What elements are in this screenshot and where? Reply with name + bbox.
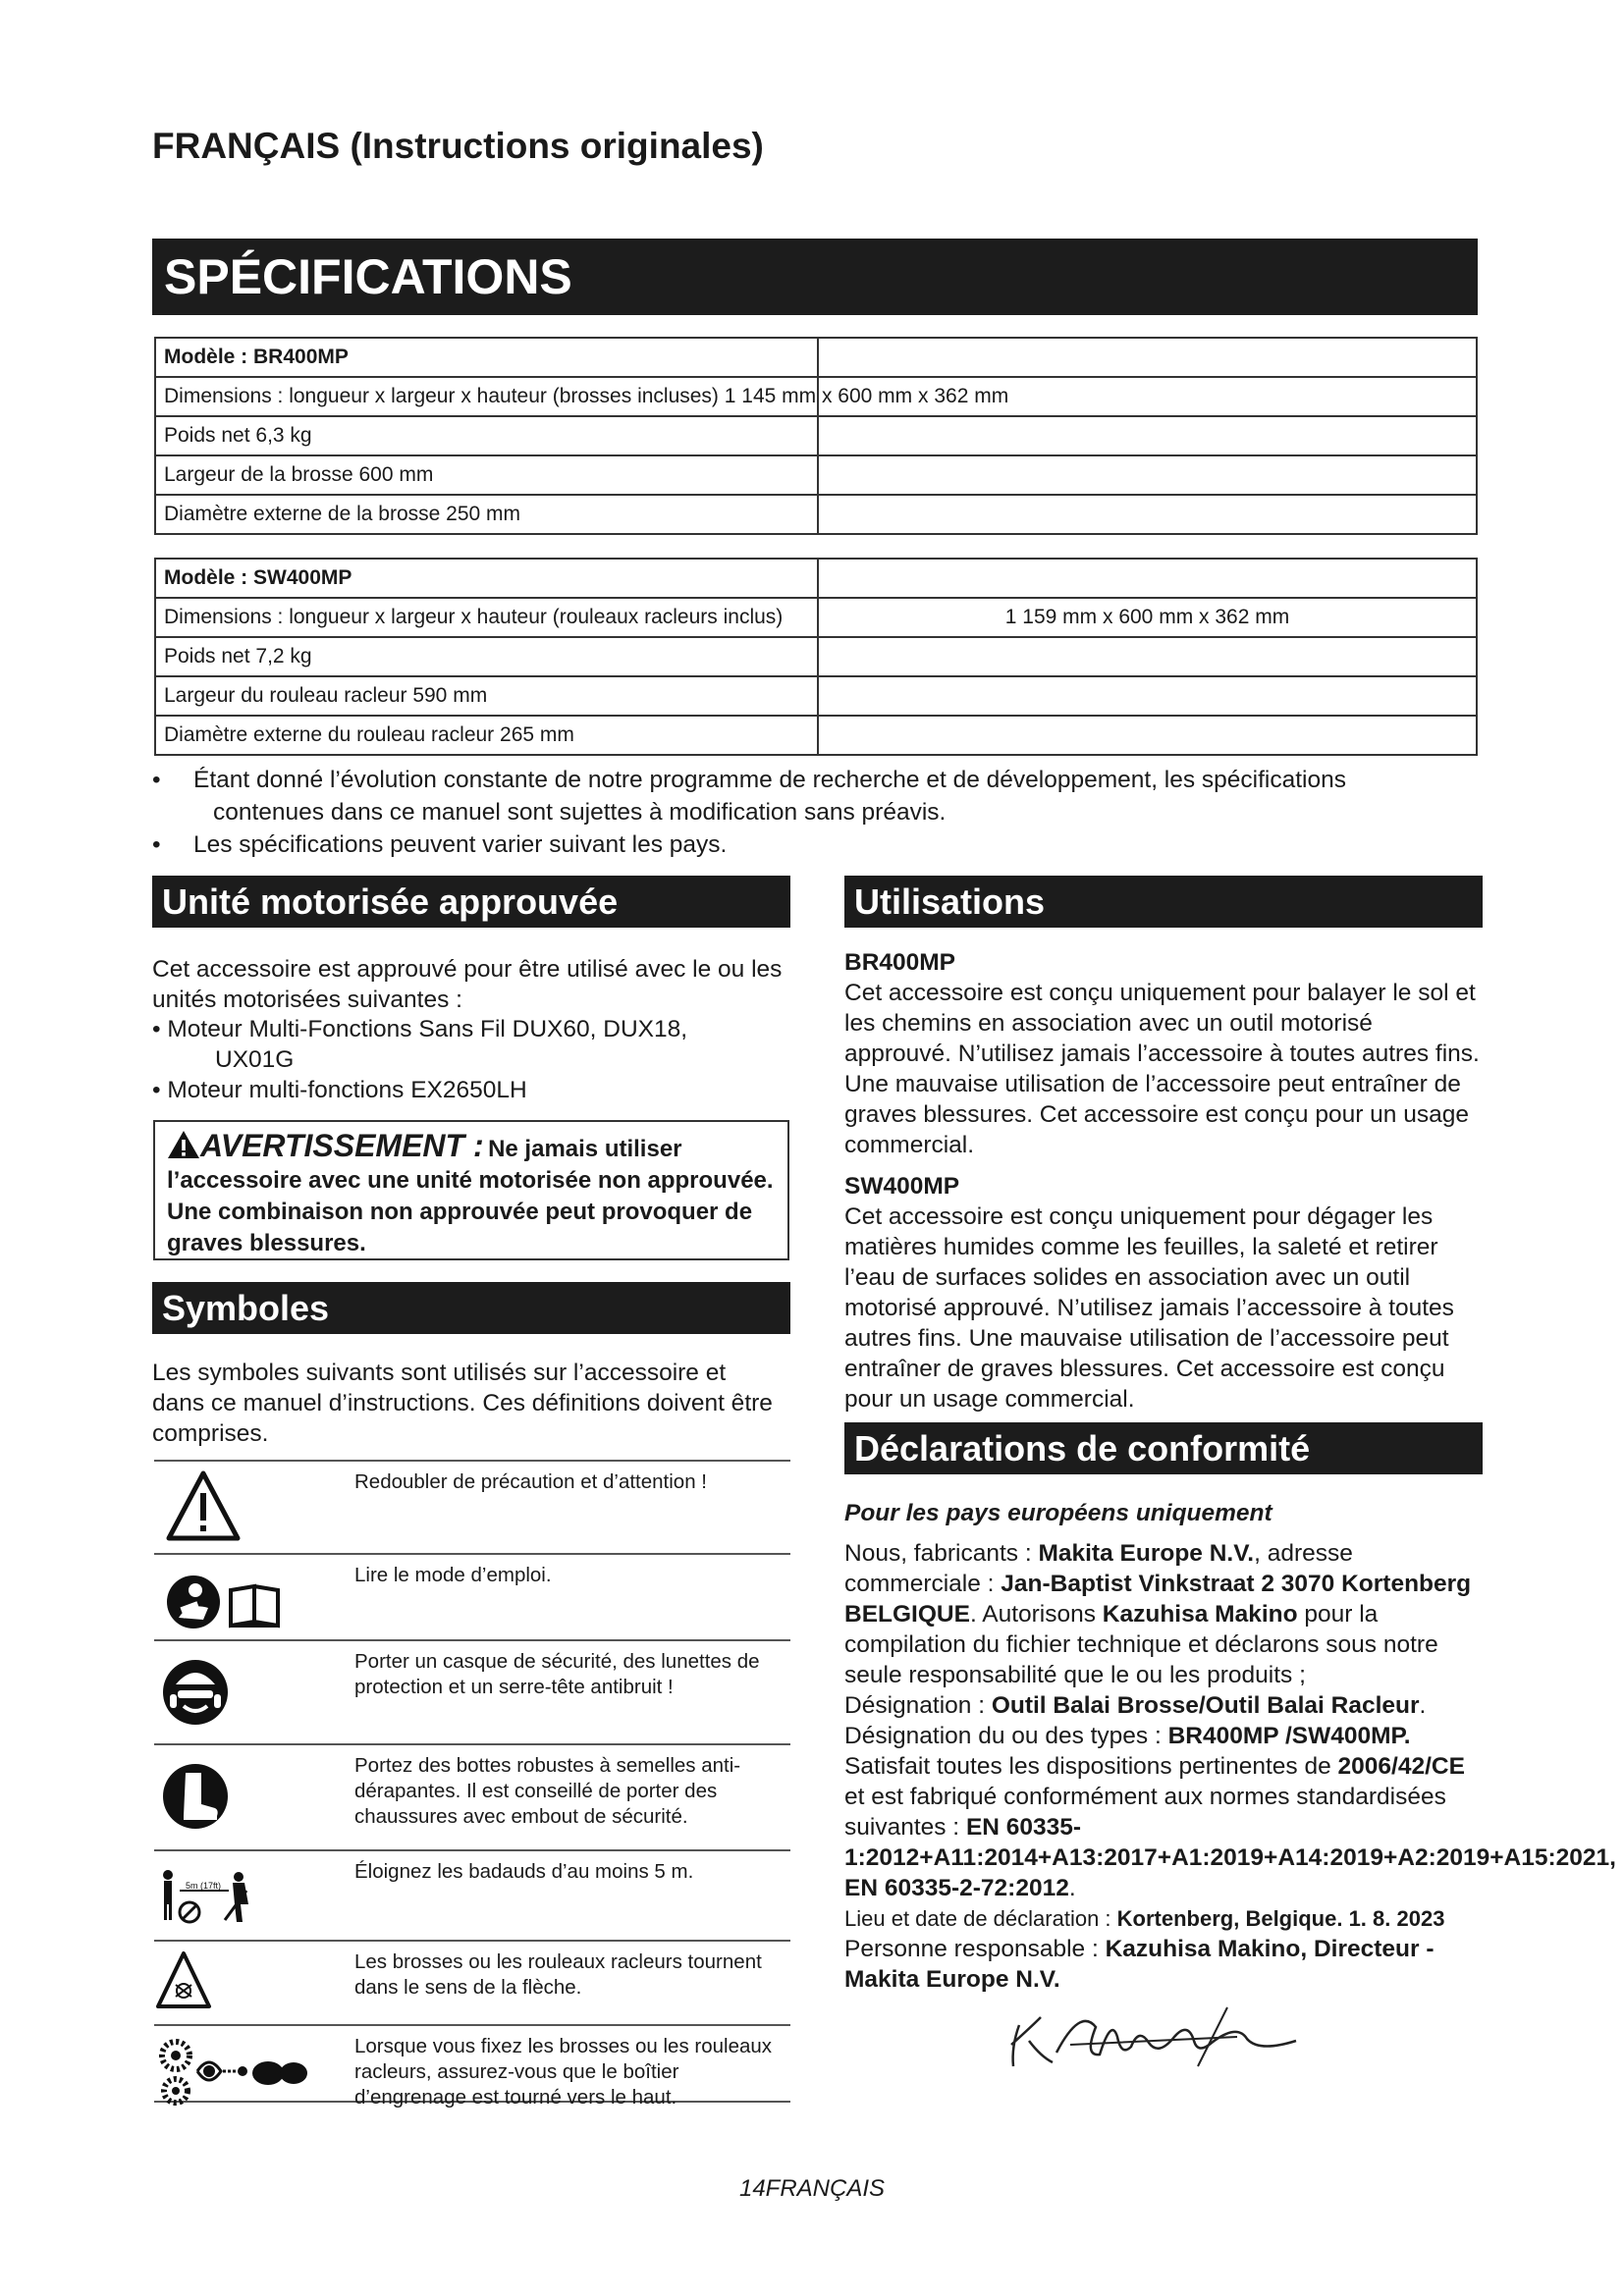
list-item: • Moteur multi-fonctions EX2650LH [152, 1077, 527, 1103]
spec-cell: Largeur du rouleau racleur 590 mm [155, 676, 818, 716]
spec-cell [818, 455, 1477, 495]
approved-unit-banner: Unité motorisée approuvée [152, 876, 790, 928]
read-manual-icon [154, 1561, 331, 1639]
declarations-subtitle: Pour les pays européens uniquement [844, 1500, 1272, 1526]
symbol-description: Porter un casque de sécurité, des lunettes de protection et un serre-tête antibruit ! [354, 1650, 760, 1698]
spec-cell-text: Dimensions : longueur x largeur x hauteur (brosses incluses) 1 145 mm x 600 mm x 362 mm [164, 385, 1009, 407]
text-run: . [1419, 1692, 1427, 1719]
symbol-row [154, 2024, 790, 2109]
symbol-row [154, 1460, 790, 1553]
text-run: Désignation : [844, 1692, 992, 1719]
symbol-row [154, 1639, 790, 1743]
helmet-goggles-earmuffs-icon [154, 1647, 331, 1735]
symbol-row [154, 1940, 790, 2024]
note-text: contenues dans ce manuel sont sujettes à modification sans préavis. [213, 799, 947, 826]
table-row [155, 495, 1477, 534]
table-row [155, 338, 1477, 377]
table-row [155, 598, 1477, 637]
table-row [155, 455, 1477, 495]
spec-cell [155, 377, 1009, 416]
page-language-title: FRANÇAIS (Instructions originales) [152, 126, 764, 166]
gear-case-up-icon [154, 2032, 331, 2110]
list-item [152, 828, 1478, 861]
declaration-paragraph [844, 1690, 1483, 1721]
warning-title: AVERTISSEMENT : [200, 1128, 484, 1163]
note-text: Étant donné l’évolution constante de notre programme de recherche et de développement, les spécifications [193, 767, 1347, 793]
authorized-person: Kazuhisa Makino [1102, 1601, 1298, 1628]
declaration-paragraph [844, 1934, 1483, 1995]
signature [1001, 1998, 1316, 2076]
spec-cell: Poids net 6,3 kg [155, 416, 818, 455]
utilisations-banner: Utilisations [844, 876, 1483, 928]
declaration-paragraph [844, 1751, 1616, 1903]
symbol-description: Lorsque vous fixez les brosses ou les rouleaux racleurs, assurez-vous que le boîtier d’engrenage est tourné vers le haut. [354, 2035, 773, 2109]
list-item-text: Moteur multi-fonctions EX2650LH [167, 1077, 527, 1103]
spec-cell [818, 559, 1477, 598]
text-run: , adresse commerciale : [844, 1540, 1353, 1597]
note-text: Les spécifications peuvent varier suivant les pays. [193, 831, 728, 858]
warning-text: l’accessoire avec une unité motorisée non approuvée. Une combinaison non approuvée peut provoquer de graves blessures. [167, 1167, 774, 1256]
table-row [155, 676, 1477, 716]
spec-table-sw400mp [154, 558, 1478, 756]
spec-notes [152, 764, 1478, 861]
directive: 2006/42/CE [1337, 1753, 1465, 1780]
symbols-banner: Symboles [152, 1282, 790, 1334]
spec-cell: Modèle : BR400MP [155, 338, 818, 377]
text-run: pour la compilation du fichier technique et déclarons sous notre seule responsabilité que le ou les produits ; [844, 1601, 1438, 1688]
spec-cell: Largeur de la brosse 600 mm [155, 455, 818, 495]
symbol-row [154, 1849, 790, 1940]
symbol-description: Les brosses ou les rouleaux racleurs tournent dans le sens de la flèche. [354, 1950, 762, 1999]
responsible-person: Kazuhisa Makino, Directeur - Makita Europe N.V. [844, 1936, 1435, 1993]
spec-cell: Dimensions : longueur x largeur x hauteur (rouleaux racleurs inclus) [155, 598, 818, 637]
safety-boots-icon [154, 1751, 331, 1840]
spec-cell: Poids net 7,2 kg [155, 637, 818, 676]
text-run: . [1068, 1875, 1076, 1901]
symbol-row [154, 1553, 790, 1639]
text-run: Désignation du ou des types : [844, 1723, 1168, 1749]
product-types: BR400MP /SW400MP. [1167, 1723, 1411, 1749]
page-footer: 14FRANÇAIS [738, 2175, 886, 2202]
text-run: Lieu et date de déclaration : [844, 1906, 1117, 1931]
symbol-description: Portez des bottes robustes à semelles anti-dérapantes. Il est conseillé de porter des chaussures avec embout de sécurité. [354, 1754, 741, 1828]
list-item [152, 764, 1478, 828]
warning-box [153, 1120, 789, 1260]
spec-cell [818, 495, 1477, 534]
product-designation: Outil Balai Brosse/Outil Balai Racleur [991, 1692, 1420, 1719]
symbol-description: Redoubler de précaution et d’attention ! [354, 1470, 708, 1493]
table-row [155, 559, 1477, 598]
declarations-banner: Déclarations de conformité [844, 1422, 1483, 1474]
standards-list: EN 60335-1:2012+A11:2014+A13:2017+A1:2019+A14:2019+A2:2019+A15:2021, EN 60335-2-72:2012 [844, 1814, 1616, 1901]
warning-text-lead: Ne jamais utiliser [488, 1136, 682, 1162]
manufacturer-name: Makita Europe N.V. [1038, 1540, 1255, 1567]
declaration-paragraph [844, 1903, 1483, 1934]
table-row [155, 716, 1477, 755]
text-run: . Autorisons [969, 1601, 1103, 1628]
symbol-description: Lire le mode d’emploi. [354, 1564, 552, 1586]
spec-cell [818, 416, 1477, 455]
table-row [155, 637, 1477, 676]
sw400mp-usage-title: SW400MP [844, 1173, 960, 1200]
text-run: Satisfait toutes les dispositions pertinentes de [844, 1753, 1338, 1780]
distance-label: 5m (17ft) [186, 1881, 222, 1891]
spec-cell: Diamètre externe de la brosse 250 mm [155, 495, 818, 534]
spec-cell [818, 676, 1477, 716]
table-row [155, 416, 1477, 455]
warning-triangle-icon [167, 1130, 200, 1159]
list-item-text: Moteur Multi-Fonctions Sans Fil DUX60, DUX18, [167, 1016, 688, 1042]
approved-unit-intro: Cet accessoire est approuvé pour être utilisé avec le ou les unités motorisées suivantes : [152, 956, 783, 1013]
br400mp-usage-text: Cet accessoire est conçu uniquement pour balayer le sol et les chemins en association avec un outil motorisé approuvé. N’utilisez jamais l’accessoire à toutes autres fins. Une mauvaise utilisation de l’accessoire peut entraîner de graves blessures. Cet accessoire est conçu pour un usage commercial. [844, 980, 1480, 1158]
declaration-paragraph [844, 1721, 1483, 1751]
symbols-intro: Les symboles suivants sont utilisés sur l’accessoire et dans ce manuel d’instructions. Ces définitions doivent être comprises. [152, 1360, 773, 1447]
text-run: Personne responsable : [844, 1936, 1106, 1962]
sw400mp-usage-text: Cet accessoire est conçu uniquement pour dégager les matières humides comme les feuilles, la saleté et retirer l’eau de surfaces solides en association avec un outil motorisé approuvé. N’utilisez jamais l’accessoire à toutes autres fins. Une mauvaise utilisation de l’accessoire peut entraîner de graves blessures. Cet accessoire est conçu pour un usage commercial. [844, 1203, 1454, 1413]
spec-cell [818, 637, 1477, 676]
specifications-banner: SPÉCIFICATIONS [152, 239, 1478, 315]
rotation-direction-icon [154, 1948, 331, 2026]
spec-cell: Modèle : SW400MP [155, 559, 818, 598]
approved-unit-list [152, 1014, 790, 1105]
table-row [155, 377, 1477, 416]
warning-triangle-icon [154, 1468, 331, 1546]
br400mp-usage-title: BR400MP [844, 949, 956, 976]
spec-cell: 1 159 mm x 600 mm x 362 mm [818, 598, 1477, 637]
declaration-paragraph [844, 1538, 1483, 1690]
declaration-place-date: Kortenberg, Belgique. 1. 8. 2023 [1116, 1906, 1445, 1931]
keep-bystanders-away-icon [154, 1857, 331, 1936]
declarations-body [844, 1538, 1616, 1995]
spec-cell: Diamètre externe du rouleau racleur 265 mm [155, 716, 818, 755]
symbol-description: Éloignez les badauds d’au moins 5 m. [354, 1860, 694, 1883]
text-run: Nous, fabricants : [844, 1540, 1039, 1567]
manufacturer-address: Jan-Baptist Vinkstraat 2 3070 Kortenberg BELGIQUE [844, 1571, 1472, 1628]
text-run: et est fabriqué conformément aux normes standardisées suivantes : [844, 1784, 1446, 1841]
spec-cell [818, 716, 1477, 755]
list-item-continuation: UX01G [215, 1046, 295, 1073]
spec-cell [818, 338, 1477, 377]
list-item: • Moteur Multi-Fonctions Sans Fil DUX60, DUX18, [152, 1016, 688, 1042]
spec-table-br400mp [154, 337, 1478, 535]
symbol-row [154, 1743, 790, 1849]
